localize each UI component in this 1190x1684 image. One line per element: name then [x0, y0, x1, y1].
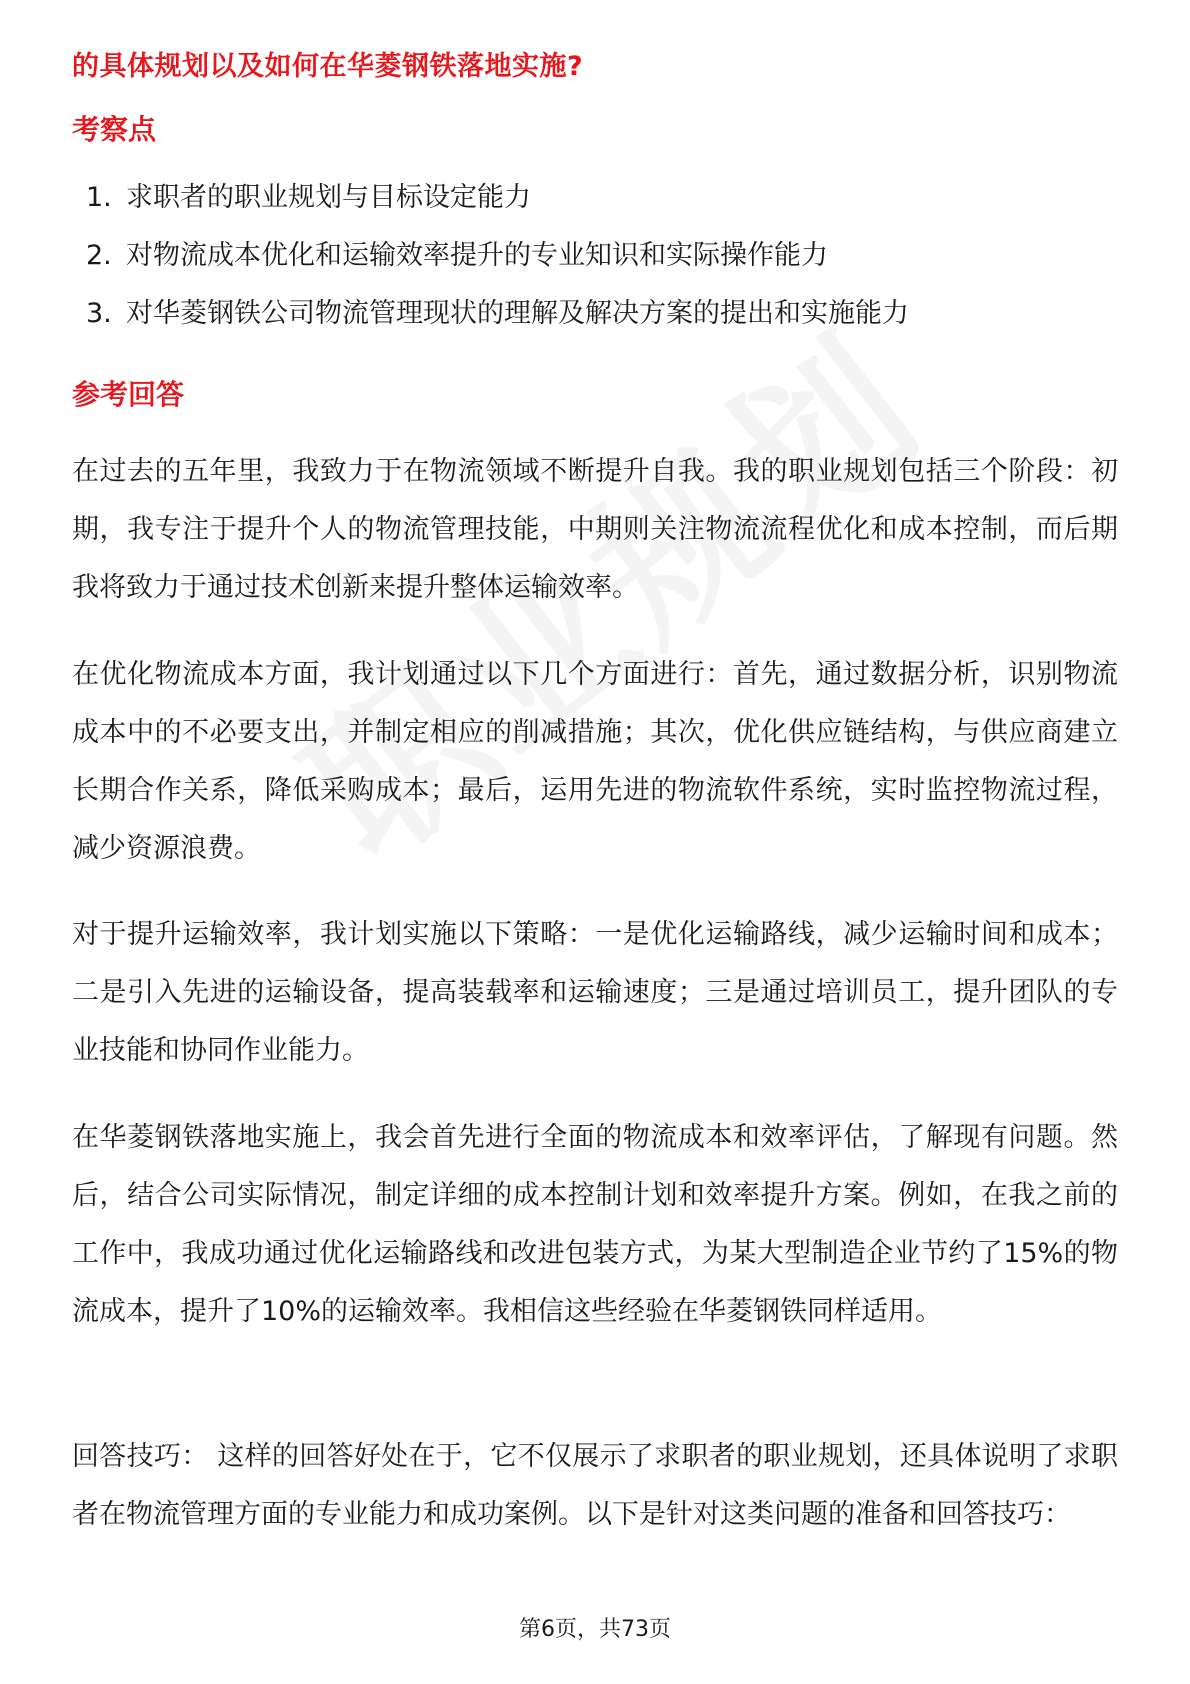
answer-paragraph-efficiency: 对于提升运输效率，我计划实施以下策略：一是优化运输路线，减少运输时间和成本；二是引入先进的运输设备，提高装载率和运输速度；三是通过培训员工，提升团队的专业技能和协同作业能力。	[72, 919, 1118, 1066]
list-item-number: 1.	[86, 182, 112, 213]
list-item	[86, 296, 909, 354]
answer-tips-paragraph: 回答技巧： 这样的回答好处在于，它不仅展示了求职者的职业规划，还具体说明了求职者在物流管理方面的专业能力和成功案例。以下是针对这类问题的准备和回答技巧：	[72, 1441, 1118, 1530]
list-item	[86, 180, 909, 238]
answer-paragraph-implementation: 在华菱钢铁落地实施上，我会首先进行全面的物流成本和效率评估，了解现有问题。然后，结合公司实际情况，制定详细的成本控制计划和效率提升方案。例如，在我之前的工作中，我成功通过优化运输路线和改进包装方式，为某大型制造企业节约了15%的物流成本，提升了10%的运输效率。我相信这些经验在华菱钢铁同样适用。	[72, 1122, 1118, 1327]
key-points-heading: 考察点	[72, 113, 157, 146]
page-number-footer: 第6页，共73页	[519, 1617, 671, 1642]
answer-paragraph-career-plan: 在过去的五年里，我致力于在物流领域不断提升自我。我的职业规划包括三个阶段：初期，我专注于提升个人的物流管理技能，中期则关注物流流程优化和成本控制，而后期我将致力于通过技术创新来提升整体运输效率。	[72, 456, 1118, 603]
key-points-list	[86, 180, 909, 354]
answer-heading: 参考回答	[72, 378, 185, 411]
list-item-text: 对华菱钢铁公司物流管理现状的理解及解决方案的提出和实施能力	[126, 298, 909, 329]
list-item-text: 求职者的职业规划与目标设定能力	[126, 182, 531, 213]
list-item-text: 对物流成本优化和运输效率提升的专业知识和实际操作能力	[126, 240, 828, 271]
answer-paragraph-cost-optimization: 在优化物流成本方面，我计划通过以下几个方面进行：首先，通过数据分析，识别物流成本中的不必要支出，并制定相应的削减措施；其次，优化供应链结构，与供应商建立长期合作关系，降低采购成本；最后，运用先进的物流软件系统，实时监控物流过程，减少资源浪费。	[72, 659, 1118, 864]
list-item	[86, 238, 909, 296]
list-item-number: 3.	[86, 298, 112, 329]
question-title: 的具体规划以及如何在华菱钢铁落地实施?	[72, 51, 584, 82]
list-item-number: 2.	[86, 240, 112, 271]
